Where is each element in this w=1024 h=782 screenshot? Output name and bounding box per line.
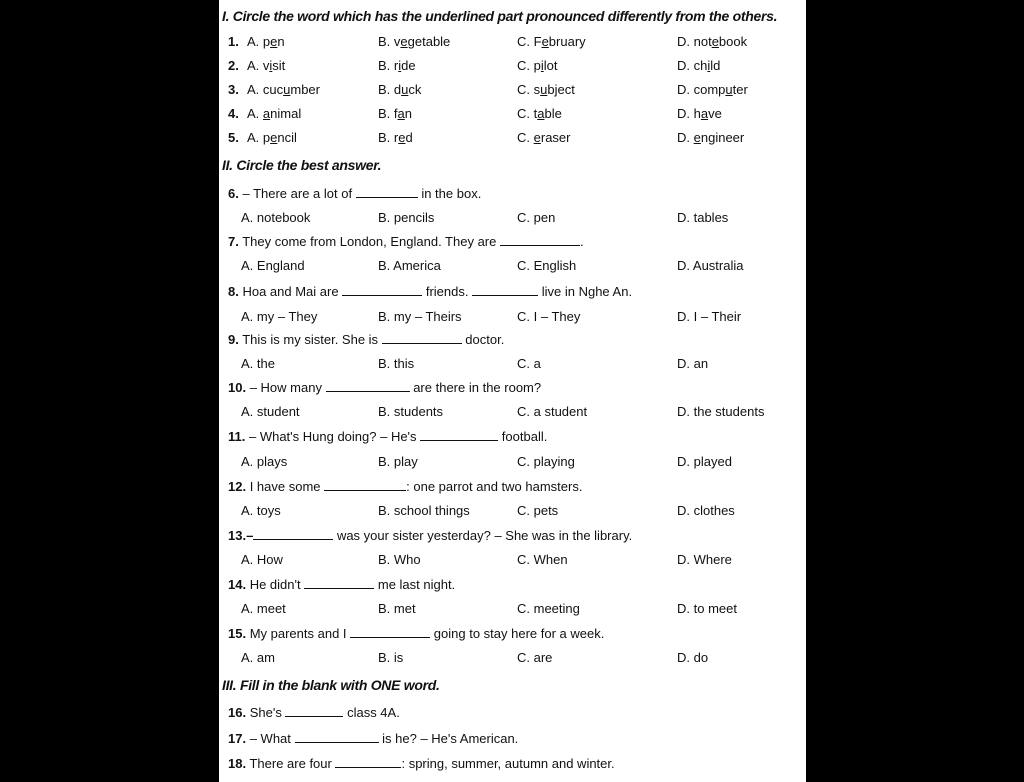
list-item	[219, 34, 806, 56]
option-c[interactable]: C. playing	[517, 454, 575, 469]
option-c: C. eraser	[517, 130, 571, 145]
option-b[interactable]: B. is	[378, 650, 404, 665]
answer-blank[interactable]	[304, 578, 374, 589]
option-a[interactable]: A. am	[241, 650, 275, 665]
question-number: 3.	[228, 82, 239, 97]
answer-blank[interactable]	[342, 285, 422, 296]
option-b: B. vegetable	[378, 34, 451, 49]
answer-blank[interactable]	[356, 187, 418, 198]
option-d[interactable]: D. played	[677, 454, 732, 469]
list-item	[219, 58, 806, 80]
question-14: 14. He didn't me last night.	[228, 577, 456, 592]
question-7: 7. They come from London, England. They are .	[228, 234, 584, 249]
option-a[interactable]: A. the	[241, 356, 275, 371]
answer-blank[interactable]	[253, 529, 333, 540]
option-b: B. ride	[378, 58, 416, 73]
question-11: 11. – What's Hung doing? – He's football.	[228, 429, 548, 444]
answer-blank[interactable]	[382, 333, 462, 344]
options-row	[219, 404, 806, 426]
options-row	[219, 356, 806, 378]
question-8: 8. Hoa and Mai are friends. live in Nghe An.	[228, 284, 633, 299]
option-a[interactable]: A. England	[241, 258, 305, 273]
option-d[interactable]: D. the students	[677, 404, 765, 419]
answer-blank[interactable]	[285, 706, 343, 717]
question-number: 1.	[228, 34, 239, 49]
option-c[interactable]: C. pen	[517, 210, 556, 225]
option-d[interactable]: D. Australia	[677, 258, 744, 273]
question-17: 17. – What is he? – He's American.	[228, 731, 519, 746]
option-a[interactable]: A. student	[241, 404, 300, 419]
option-a: A. cucumber	[247, 82, 320, 97]
option-a[interactable]: A. my – They	[241, 309, 318, 324]
option-c[interactable]: C. a	[517, 356, 541, 371]
option-a[interactable]: A. plays	[241, 454, 288, 469]
options-row	[219, 601, 806, 623]
question-9: 9. This is my sister. She is doctor.	[228, 332, 505, 347]
question-18: 18. There are four : spring, summer, autumn and winter.	[228, 756, 615, 771]
option-c[interactable]: C. meeting	[517, 601, 580, 616]
option-d[interactable]: D. clothes	[677, 503, 735, 518]
answer-blank[interactable]	[295, 732, 379, 743]
answer-blank[interactable]	[326, 381, 410, 392]
list-item	[219, 106, 806, 128]
option-b[interactable]: B. school things	[378, 503, 470, 518]
option-b[interactable]: B. students	[378, 404, 444, 419]
option-b[interactable]: B. Who	[378, 552, 421, 567]
option-b: B. red	[378, 130, 413, 145]
option-a: A. animal	[247, 106, 302, 121]
option-d[interactable]: D. do	[677, 650, 709, 665]
section-1-title: I. Circle the word which has the underlined part pronounced differently from the others.	[222, 8, 778, 24]
answer-blank[interactable]	[350, 627, 430, 638]
option-d[interactable]: D. I – Their	[677, 309, 742, 324]
option-b: B. duck	[378, 82, 422, 97]
option-d[interactable]: D. to meet	[677, 601, 737, 616]
option-b[interactable]: B. America	[378, 258, 441, 273]
answer-blank[interactable]	[472, 285, 538, 296]
answer-blank[interactable]	[335, 757, 401, 768]
option-d: D. child	[677, 58, 721, 73]
question-13: 13.– was your sister yesterday? – She was in the library.	[228, 528, 633, 543]
option-d: D. notebook	[677, 34, 748, 49]
question-10: 10. – How many are there in the room?	[228, 380, 542, 395]
option-a: A. pencil	[247, 130, 297, 145]
question-12: 12. I have some : one parrot and two hamsters.	[228, 479, 583, 494]
question-number: 2.	[228, 58, 239, 73]
option-a[interactable]: A. meet	[241, 601, 286, 616]
option-b[interactable]: B. play	[378, 454, 418, 469]
option-c: C. subject	[517, 82, 575, 97]
option-d: D. have	[677, 106, 722, 121]
list-item	[219, 130, 806, 152]
options-row	[219, 552, 806, 574]
option-c[interactable]: C. I – They	[517, 309, 581, 324]
answer-blank[interactable]	[420, 430, 498, 441]
option-c[interactable]: C. When	[517, 552, 568, 567]
section-2-title: II. Circle the best answer.	[222, 157, 382, 173]
option-d[interactable]: D. Where	[677, 552, 732, 567]
section-3-title: III. Fill in the blank with ONE word.	[222, 677, 440, 693]
question-15: 15. My parents and I going to stay here for a week.	[228, 626, 605, 641]
worksheet-page	[219, 0, 806, 782]
answer-blank[interactable]	[500, 235, 580, 246]
option-a: A. pen	[247, 34, 285, 49]
option-d[interactable]: D. an	[677, 356, 709, 371]
option-c[interactable]: C. English	[517, 258, 577, 273]
option-c[interactable]: C. pets	[517, 503, 559, 518]
answer-blank[interactable]	[324, 480, 406, 491]
option-b[interactable]: B. this	[378, 356, 415, 371]
question-number: 4.	[228, 106, 239, 121]
list-item	[219, 82, 806, 104]
option-a[interactable]: A. notebook	[241, 210, 311, 225]
option-a: A. visit	[247, 58, 286, 73]
question-16: 16. She's class 4A.	[228, 705, 400, 720]
option-a[interactable]: A. How	[241, 552, 283, 567]
question-6: 6. – There are a lot of in the box.	[228, 186, 482, 201]
option-d: D. engineer	[677, 130, 745, 145]
question-number: 5.	[228, 130, 239, 145]
option-c[interactable]: C. a student	[517, 404, 588, 419]
option-b[interactable]: B. pencils	[378, 210, 435, 225]
option-a[interactable]: A. toys	[241, 503, 281, 518]
option-d[interactable]: D. tables	[677, 210, 729, 225]
option-c: C. February	[517, 34, 586, 49]
option-b[interactable]: B. met	[378, 601, 416, 616]
options-row	[219, 650, 806, 672]
options-row	[219, 454, 806, 476]
option-c: C. table	[517, 106, 562, 121]
options-row	[219, 309, 806, 331]
option-b: B. fan	[378, 106, 412, 121]
options-row	[219, 210, 806, 232]
option-d: D. computer	[677, 82, 748, 97]
option-c: C. pilot	[517, 58, 558, 73]
option-c[interactable]: C. are	[517, 650, 553, 665]
options-row	[219, 258, 806, 280]
options-row	[219, 503, 806, 525]
option-b[interactable]: B. my – Theirs	[378, 309, 462, 324]
